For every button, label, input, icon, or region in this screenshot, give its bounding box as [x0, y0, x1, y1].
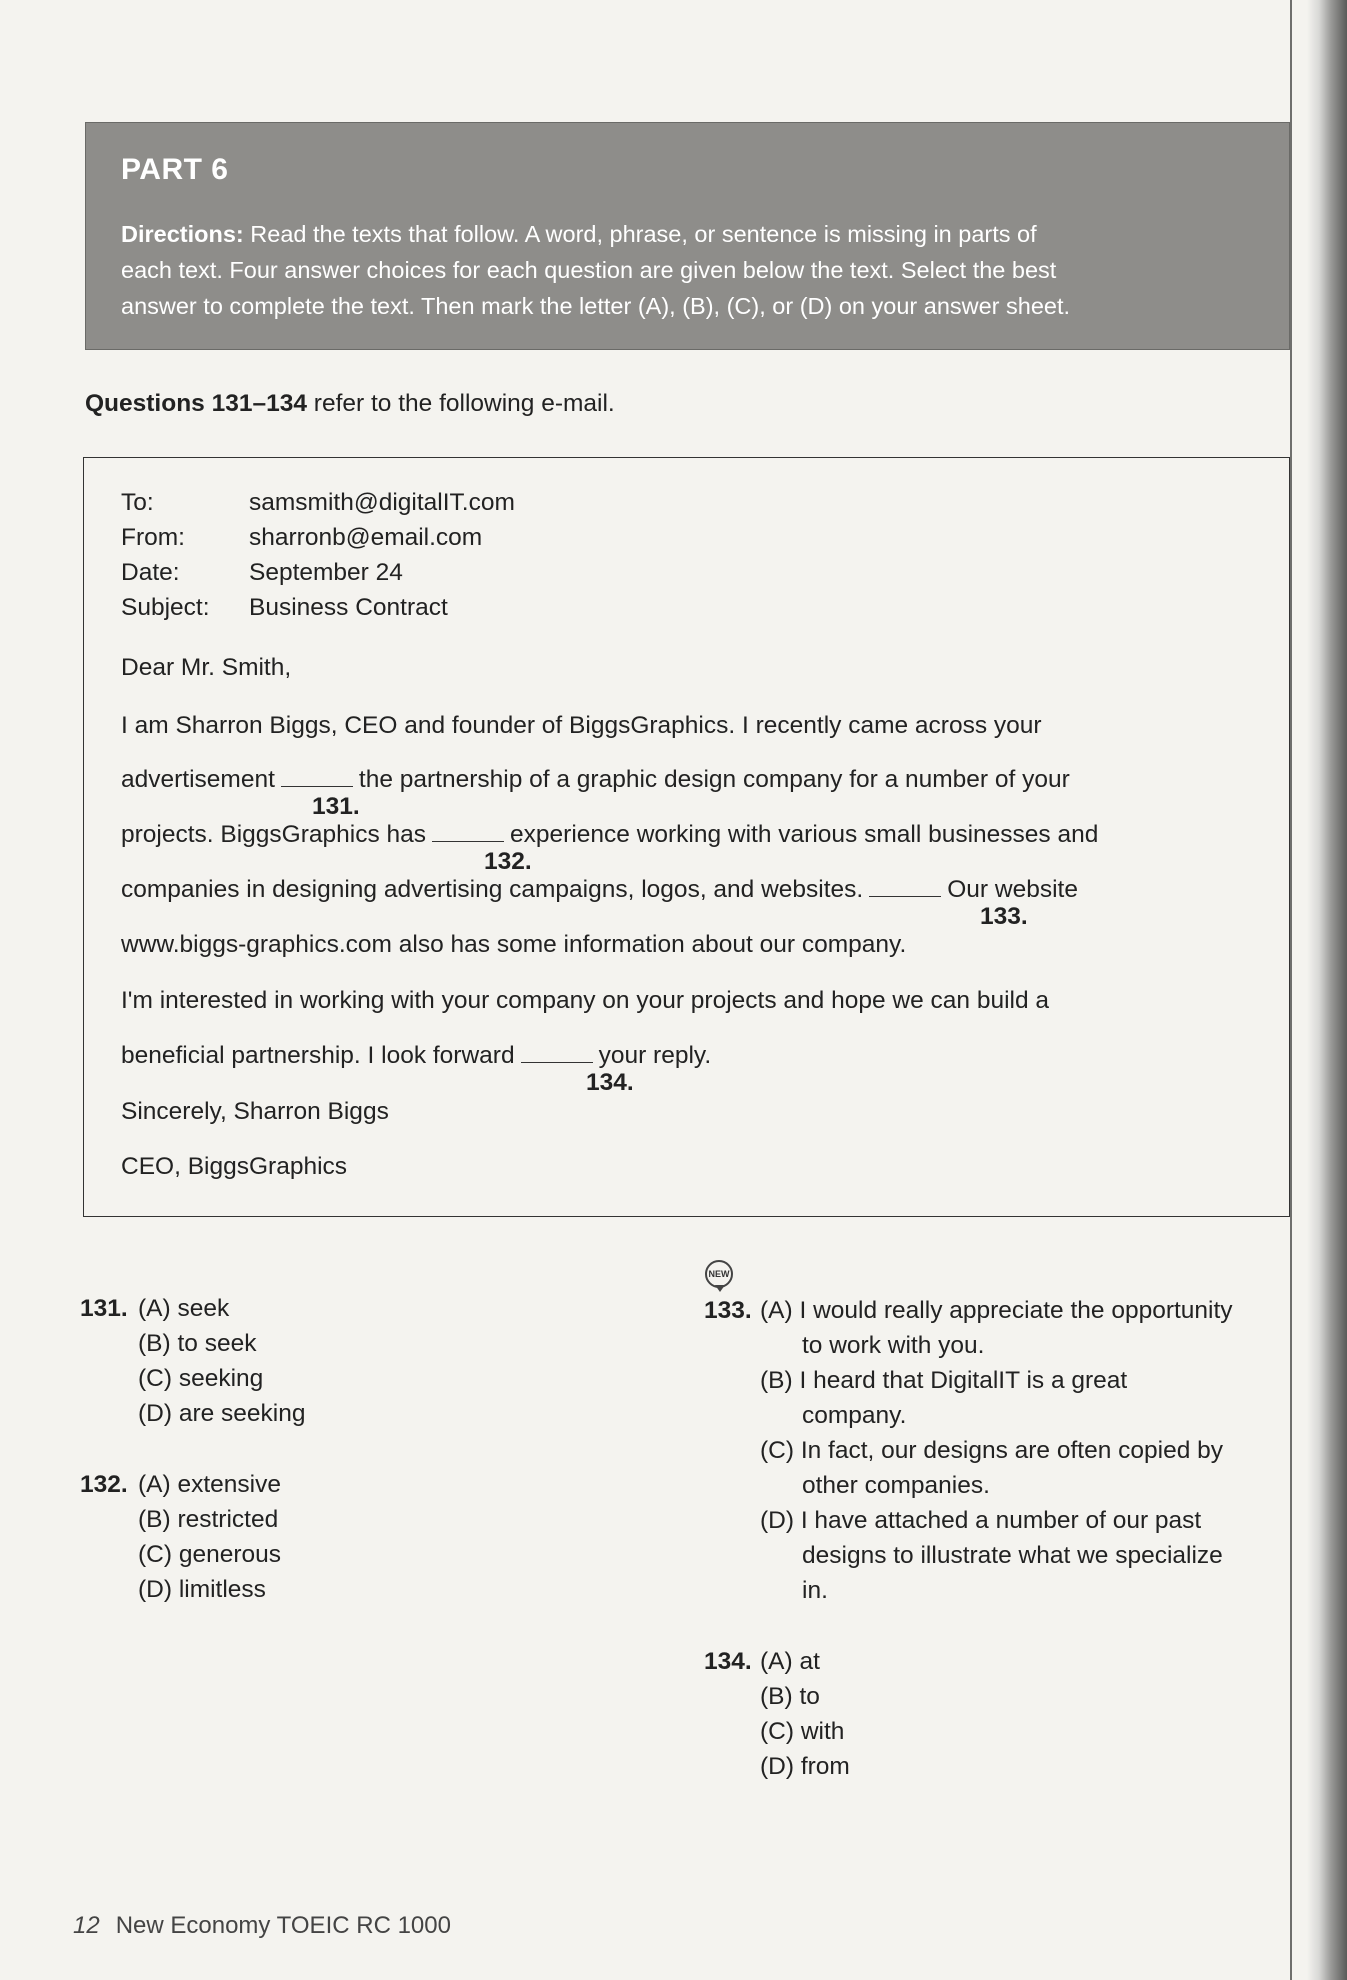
email-p1-line-3 — [121, 821, 1098, 849]
subject-label: Subject: — [121, 594, 210, 621]
email-p2-line-1: I'm interested in working with your company on your projects and hope we can build a — [121, 987, 1050, 1014]
q133-option-a[interactable]: (A) I would really appreciate the opportunity — [760, 1297, 1233, 1324]
new-badge-tail — [715, 1285, 725, 1292]
questions-intro — [85, 390, 615, 418]
page-number: 12 — [73, 1912, 100, 1939]
blank-label-133: 133. — [980, 903, 1028, 930]
directions-line-2: each text. Four answer choices for each question are given below the text. Select the best — [121, 257, 1057, 283]
email-p1-line-1: I am Sharron Biggs, CEO and founder of BiggsGraphics. I recently came across your — [121, 712, 1042, 739]
blank-label-134: 134. — [586, 1069, 634, 1096]
q134-option-a[interactable]: (A) at — [760, 1648, 820, 1675]
to-label: To: — [121, 489, 154, 516]
email-from-row — [121, 524, 482, 552]
page-edge-line — [1290, 0, 1292, 1980]
blank-134 — [521, 1042, 593, 1063]
q134-option-d[interactable]: (D) from — [760, 1753, 850, 1780]
email-box — [83, 457, 1290, 1217]
part-header-box — [85, 122, 1290, 350]
date-label: Date: — [121, 559, 180, 586]
blank-label-131: 131. — [312, 793, 360, 820]
blank-132 — [432, 821, 504, 842]
q134-option-c[interactable]: (C) with — [760, 1718, 845, 1745]
blank-label-132: 132. — [484, 848, 532, 875]
q133-option-c[interactable]: (C) In fact, our designs are often copied by — [760, 1437, 1224, 1464]
directions-text — [121, 216, 1261, 324]
blank-133 — [869, 876, 941, 897]
from-label: From: — [121, 524, 185, 551]
email-greeting: Dear Mr. Smith, — [121, 654, 292, 681]
page-footer — [73, 1912, 451, 1940]
p1-l2-start: advertisement — [121, 766, 275, 793]
q133-option-d-cont: designs to illustrate what we specialize — [802, 1542, 1223, 1569]
directions-line-1: Read the texts that follow. A word, phrase, or sentence is missing in parts of — [250, 221, 1037, 247]
email-closing: Sincerely, Sharron Biggs — [121, 1098, 389, 1125]
email-signature-title: CEO, BiggsGraphics — [121, 1153, 348, 1180]
p1-l4-end: Our website — [947, 876, 1078, 903]
q132-option-c[interactable]: (C) generous — [138, 1541, 281, 1568]
q133-option-a-cont: to work with you. — [802, 1332, 985, 1359]
from-value: sharronb@email.com — [249, 524, 483, 551]
questions-intro-rest: refer to the following e-mail. — [313, 390, 615, 417]
directions-label: Directions: — [121, 221, 244, 247]
q133-option-b-cont: company. — [802, 1402, 907, 1429]
q131-number: 131. — [80, 1295, 128, 1322]
p2-l2-end: your reply. — [598, 1042, 712, 1069]
q133-option-c-cont: other companies. — [802, 1472, 990, 1499]
p2-l2-start: beneficial partnership. I look forward — [121, 1042, 515, 1069]
email-p1-line-4 — [121, 876, 1078, 904]
q131-option-b[interactable]: (B) to seek — [138, 1330, 257, 1357]
q133-option-d[interactable]: (D) I have attached a number of our past — [760, 1507, 1202, 1534]
book-title: New Economy TOEIC RC 1000 — [115, 1912, 451, 1939]
email-subject-row — [121, 594, 448, 622]
date-value: September 24 — [249, 559, 403, 586]
q132-option-a[interactable]: (A) extensive — [138, 1471, 281, 1498]
new-badge-icon: NEW — [705, 1260, 733, 1288]
questions-range: Questions 131–134 — [85, 390, 307, 417]
q132-option-b[interactable]: (B) restricted — [138, 1506, 279, 1533]
q133-option-d-cont-2: in. — [802, 1577, 828, 1604]
email-date-row — [121, 559, 403, 587]
email-p2-line-2 — [121, 1042, 711, 1070]
p1-l3-end: experience working with various small businesses and — [510, 821, 1099, 848]
page-edge-shadow — [1307, 0, 1347, 1980]
p1-l2-end: the partnership of a graphic design company for a number of your — [358, 766, 1070, 793]
p1-l3-start: projects. BiggsGraphics has — [121, 821, 427, 848]
q133-number: 133. — [704, 1297, 752, 1324]
q131-option-d[interactable]: (D) are seeking — [138, 1400, 306, 1427]
q132-number: 132. — [80, 1471, 128, 1498]
q131-option-a[interactable]: (A) seek — [138, 1295, 230, 1322]
part-title: PART 6 — [121, 153, 229, 186]
email-to-row — [121, 489, 515, 517]
q131-option-c[interactable]: (C) seeking — [138, 1365, 264, 1392]
blank-131 — [281, 766, 353, 787]
p1-l4-start: companies in designing advertising campaigns, logos, and websites. — [121, 876, 864, 903]
email-p1-line-5: www.biggs-graphics.com also has some information about our company. — [121, 931, 907, 958]
q134-number: 134. — [704, 1648, 752, 1675]
q133-option-b[interactable]: (B) I heard that DigitalIT is a great — [760, 1367, 1128, 1394]
q132-option-d[interactable]: (D) limitless — [138, 1576, 266, 1603]
email-p1-line-2 — [121, 766, 1070, 794]
to-value: samsmith@digitalIT.com — [249, 489, 515, 516]
directions-line-3: answer to complete the text. Then mark the letter (A), (B), (C), or (D) on your answer sheet. — [121, 293, 1071, 319]
subject-value: Business Contract — [249, 594, 448, 621]
q134-option-b[interactable]: (B) to — [760, 1683, 820, 1710]
